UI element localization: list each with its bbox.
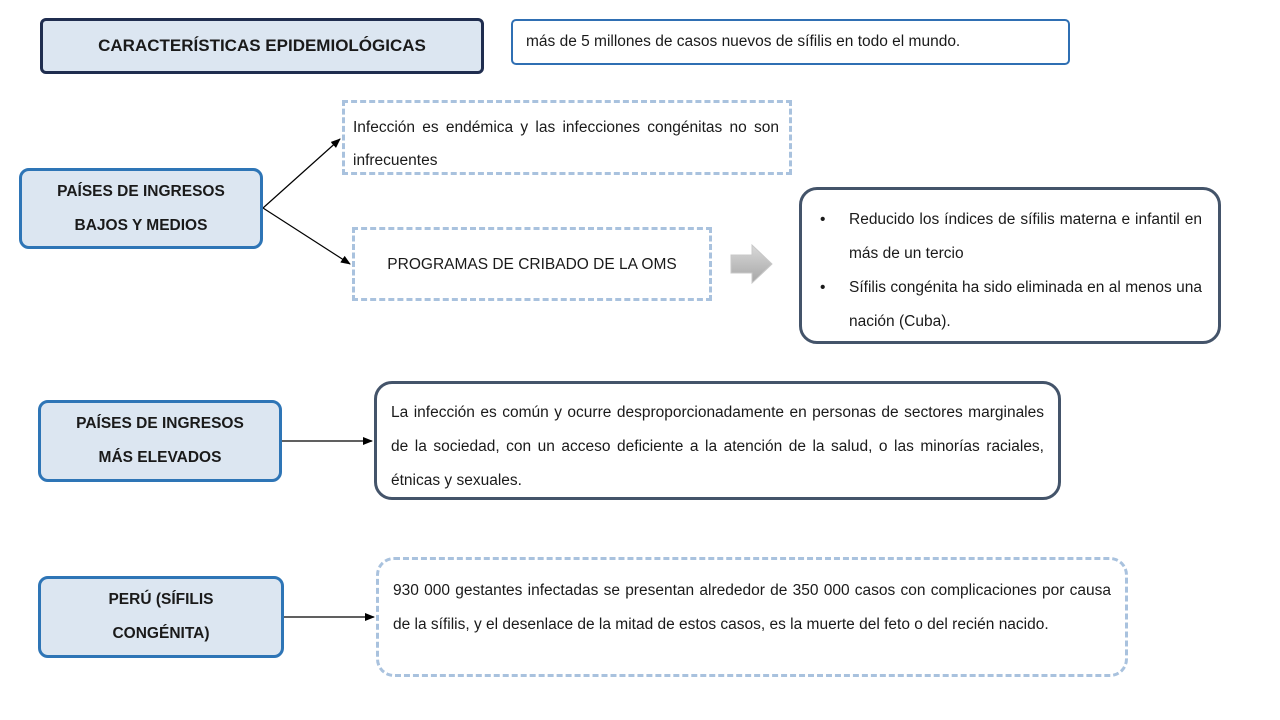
- category-low-middle-line1: PAÍSES DE INGRESOS: [57, 182, 225, 200]
- oms-result-item: • Sífilis congénita ha sido eliminada en al menos una nación (Cuba).: [816, 271, 1202, 339]
- global-cases-box: [511, 19, 1070, 65]
- oms-programs-box: [352, 227, 712, 301]
- connector-to-endemic: [263, 139, 340, 208]
- endemic-infection-text: Infección es endémica y las infecciones congénitas no son infrecuentes: [353, 119, 779, 169]
- oms-results-list: [816, 203, 1202, 339]
- connector-to-oms-programs: [263, 208, 350, 264]
- peru-description-text: 930 000 gestantes infectadas se presentan alrededor de 350 000 casos con complicaciones por causa de la sífilis, y el desenlace de la mitad de estos casos, es la muerte del feto o del recién nacido.: [393, 582, 1111, 633]
- diagram-title-text: CARACTERÍSTICAS EPIDEMIOLÓGICAS: [98, 36, 426, 55]
- peru-description-box: [376, 557, 1128, 677]
- block-arrow-icon: [731, 245, 772, 283]
- category-peru: [38, 576, 284, 658]
- category-peru-line1: PERÚ (SÍFILIS: [108, 591, 214, 608]
- category-peru-line2: CONGÉNITA): [112, 625, 210, 642]
- diagram-title: [40, 18, 484, 74]
- category-high-income: [38, 400, 282, 482]
- endemic-infection-box: [342, 100, 792, 175]
- oms-programs-text: PROGRAMAS DE CRIBADO DE LA OMS: [387, 255, 677, 273]
- category-low-middle-income: [19, 168, 263, 249]
- global-cases-text: más de 5 millones de casos nuevos de sífilis en todo el mundo.: [526, 33, 961, 50]
- oms-results-box: [799, 187, 1221, 344]
- category-high-income-line1: PAÍSES DE INGRESOS: [76, 415, 244, 432]
- oms-result-item: • Reducido los índices de sífilis materna e infantil en más de un tercio: [816, 203, 1202, 271]
- high-income-description-box: [374, 381, 1061, 500]
- category-high-income-line2: MÁS ELEVADOS: [98, 449, 222, 466]
- category-low-middle-line2: BAJOS Y MEDIOS: [74, 216, 208, 234]
- high-income-description-text: La infección es común y ocurre desproporcionadamente en personas de sectores marginales de la sociedad, con un acceso deficiente a la atención de la salud, o las minorías raciales, étnicas y sexuales.: [391, 404, 1044, 489]
